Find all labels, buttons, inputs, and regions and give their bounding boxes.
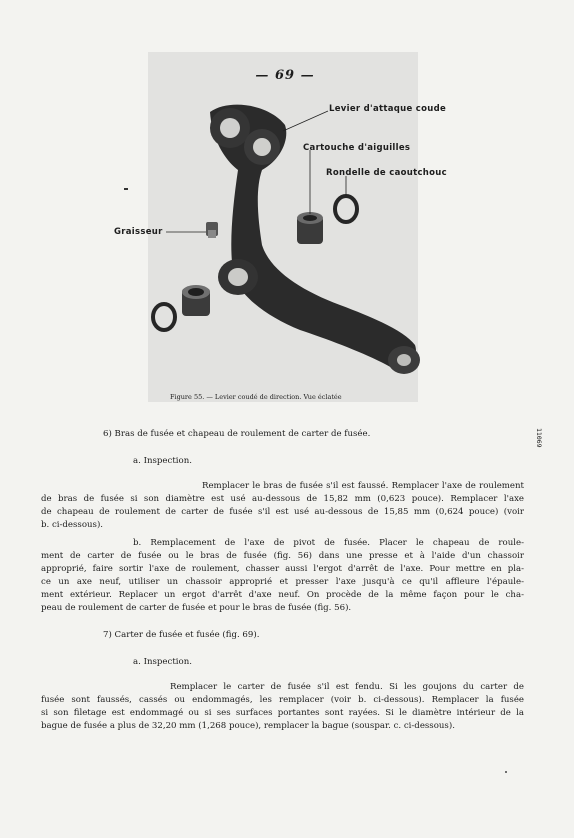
needle-cartridge-top	[297, 212, 323, 244]
label-grease: Graisseur	[114, 227, 163, 237]
needle-cartridge-bottom	[182, 285, 210, 316]
label-lever: Levier d'attaque coude	[329, 104, 447, 114]
label-cartridge: Cartouche d'aiguilles	[303, 143, 411, 153]
paragraph-line: fusée sont faussés, cassés ou endommagés, les remplacer (voir b. ci-dessous). Remplacer la fusée	[41, 695, 524, 705]
rubber-washer-bottom	[153, 304, 175, 330]
paragraph-line: Remplacer le carter de fusée s'il est fendu. Si les goujons du carter de	[170, 682, 524, 692]
paragraph-line: ment extérieur. Replacer un ergot d'arrêt d'axe neuf. On procède de la même façon pour le cha-	[41, 590, 524, 600]
paragraph-line: b. ci-dessous).	[41, 520, 104, 530]
side-code: 11069	[535, 428, 543, 448]
paragraph-line: ce un axe neuf, utiliser un chassoir approprié et presser l'axe jusqu'à ce qu'il affleure l'épaule-	[41, 577, 524, 587]
paragraph-line: b. Remplacement de l'axe de pivot de fusée. Placer le chapeau de roule-	[133, 538, 524, 548]
label-washer: Rondelle de caoutchouc	[326, 168, 447, 178]
grease-nipple	[206, 222, 218, 238]
heading-6: 6) Bras de fusée et chapeau de roulement de carter de fusée.	[103, 429, 371, 439]
paragraph-line: de chapeau de roulement de carter de fusée s'il est usé au-dessous de 15,85 mm (0,624 pouce) (voir	[41, 507, 524, 517]
paragraph-line: ment de carter de fusée ou le bras de fusée (fig. 56) dans une presse et à l'aide d'un chassoir	[41, 551, 524, 561]
subheading-inspection-2: a. Inspection.	[133, 657, 192, 667]
heading-7: 7) Carter de fusée et fusée (fig. 69).	[103, 630, 260, 640]
figure-caption: Figure 55. — Levier coudé de direction. Vue éclatée	[170, 393, 342, 401]
page-number: — 69 —	[255, 68, 315, 83]
subheading-inspection-1: a. Inspection.	[133, 456, 192, 466]
paragraph-line: de bras de fusée si son diamètre est usé au-dessous de 15,82 mm (0,623 pouce). Remplacer l'axe	[41, 494, 524, 504]
page-speck	[505, 771, 507, 773]
paragraph-line: peau de roulement de carter de fusée et pour le bras de fusée (fig. 56).	[41, 603, 352, 613]
paragraph-line: si son filetage est endommagé ou si ses surfaces portantes sont rayées. Si le diamètre intérieur de la	[41, 708, 524, 718]
paragraph-line: approprié, faire sortir l'axe de roulement, chasser aussi l'ergot d'arrêt de l'axe. Pour mettre en pla-	[41, 564, 524, 574]
paragraph-line: Remplacer le bras de fusée s'il est faussé. Remplacer l'axe de roulement	[202, 481, 524, 491]
rubber-washer-top	[335, 196, 357, 222]
paragraph-line: bague de fusée a plus de 32,20 mm (1,268 pouce), remplacer la bague (souspar. c. ci-dessous).	[41, 721, 455, 731]
margin-mark	[124, 188, 128, 190]
